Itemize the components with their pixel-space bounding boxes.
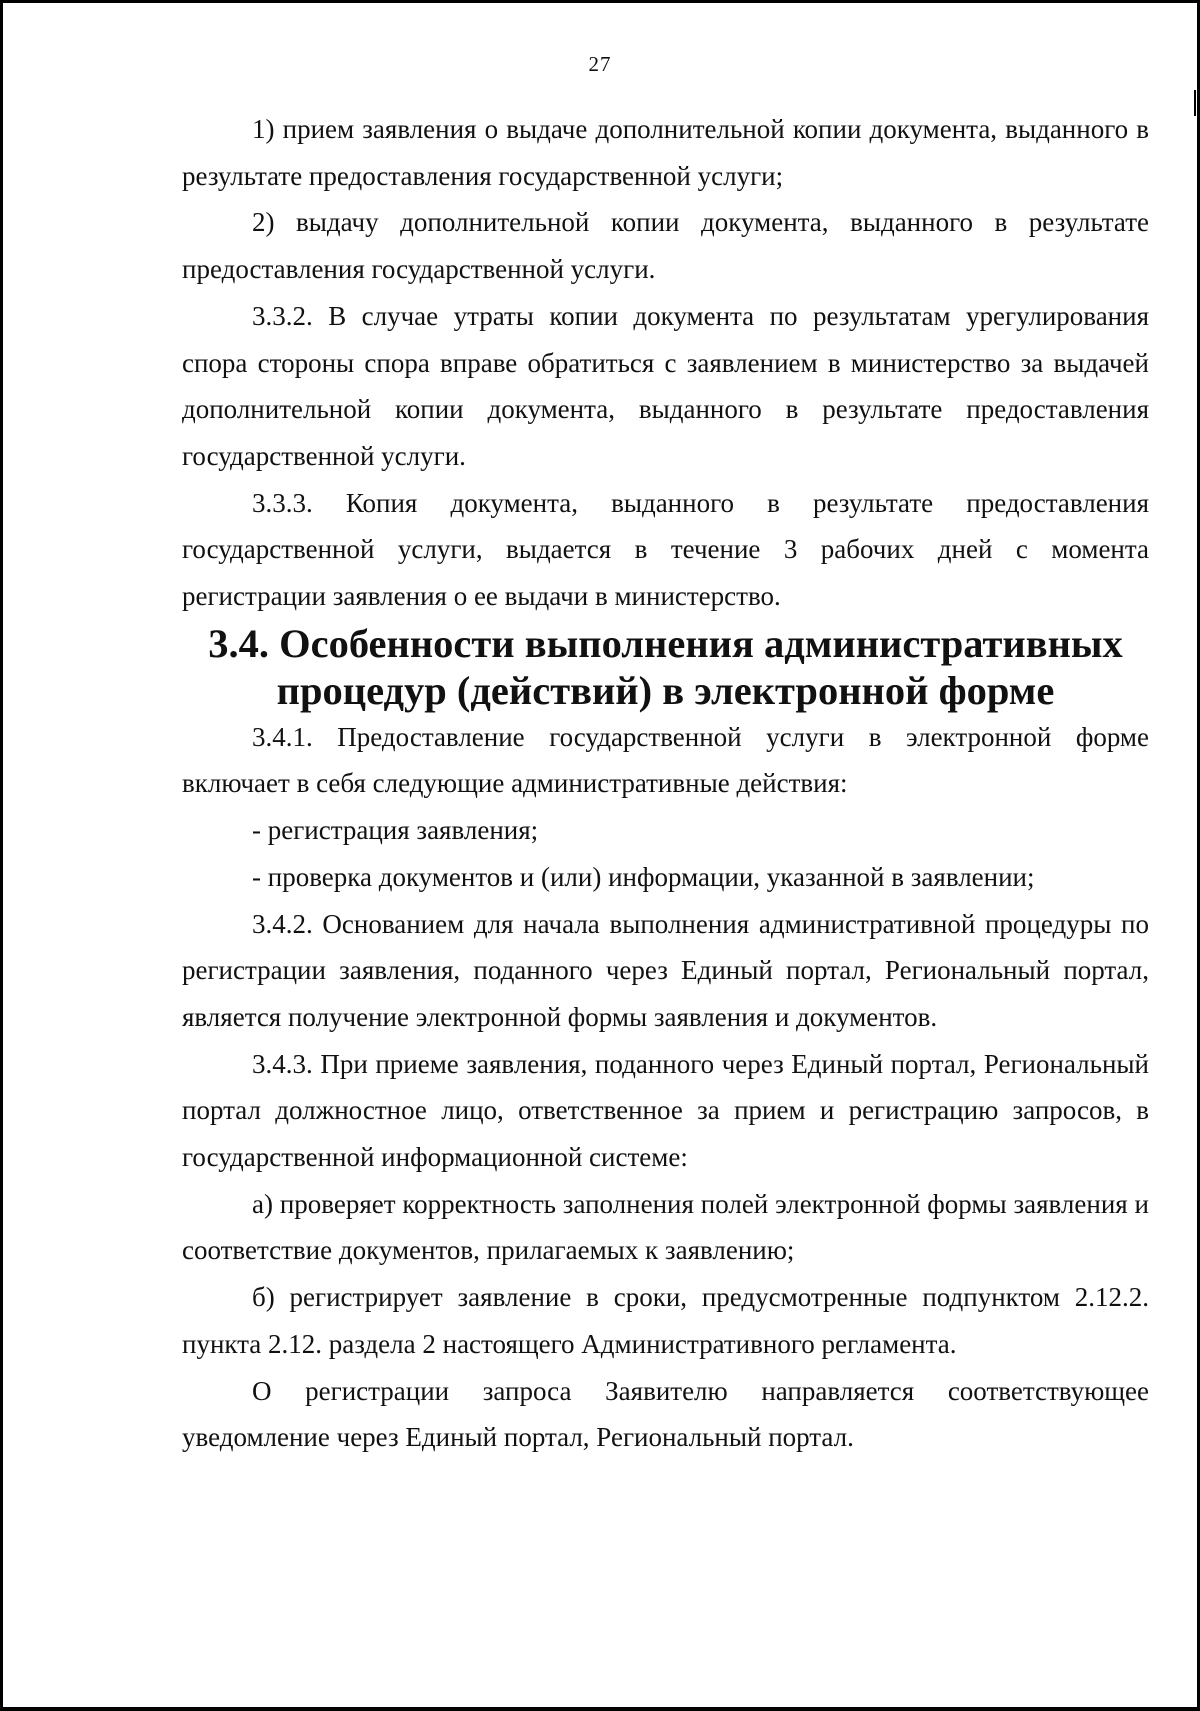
paragraph: 3.3.3. Копия документа, выданного в результате предоставления государственной услуги, выдается в течение 3 рабочих дней с момента регистрации заявления о ее выдачи в министерство. bbox=[182, 487, 1149, 612]
document-body bbox=[182, 106, 1149, 1461]
list-item: - регистрация заявления; bbox=[252, 815, 539, 846]
scan-artifact-mark bbox=[1194, 90, 1196, 116]
paragraph: 3.4.3. При приеме заявления, поданного через Единый портал, Региональный портал должностное лицо, ответственное за прием и регистрацию запросов, в государственной информационной системе: bbox=[182, 1048, 1149, 1173]
paragraph: 2) выдачу дополнительной копии документа, выданного в результате предоставления государственной услуги. bbox=[182, 207, 1149, 285]
paragraph: 3.4.1. Предоставление государственной услуги в электронной форме включает в себя следующие административные действия: bbox=[182, 721, 1149, 799]
list-item: - проверка документов и (или) информации, указанной в заявлении; bbox=[252, 861, 1035, 892]
scan-border-bottom bbox=[0, 1707, 1200, 1711]
scan-border-left bbox=[0, 0, 3, 1711]
paragraph: 3.4.2. Основанием для начала выполнения административной процедуры по регистрации заявления, поданного через Единый портал, Региональный портал, является получение электронной формы заявления и документов. bbox=[182, 908, 1149, 1032]
paragraph: 1) прием заявления о выдаче дополнительной копии документа, выданного в результате предоставления государственной услуги; bbox=[182, 114, 1149, 191]
paragraph: 3.3.2. В случае утраты копии документа по результатам урегулирования спора стороны спора вправе обратиться с заявлением в министерство за выдачей дополнительной копии документа, выданного в результате предоставления государственной услуги. bbox=[182, 300, 1149, 471]
page-number: 27 bbox=[588, 52, 612, 76]
scan-border-top bbox=[0, 0, 1200, 3]
paragraph: О регистрации запроса Заявителю направляется соответствующее уведомление через Единый портал, Региональный портал. bbox=[182, 1375, 1149, 1453]
list-item: б) регистрирует заявление в сроки, предусмотренные подпунктом 2.12.2. пункта 2.12. раздела 2 настоящего Административного регламента. bbox=[182, 1282, 1149, 1359]
list-item: а) проверяет корректность заполнения полей электронной формы заявления и соответствие документов, прилагаемых к заявлению; bbox=[182, 1188, 1149, 1266]
section-heading: 3.4. Особенности выполнения административных процедур (действий) в электронной форме bbox=[208, 620, 1123, 713]
